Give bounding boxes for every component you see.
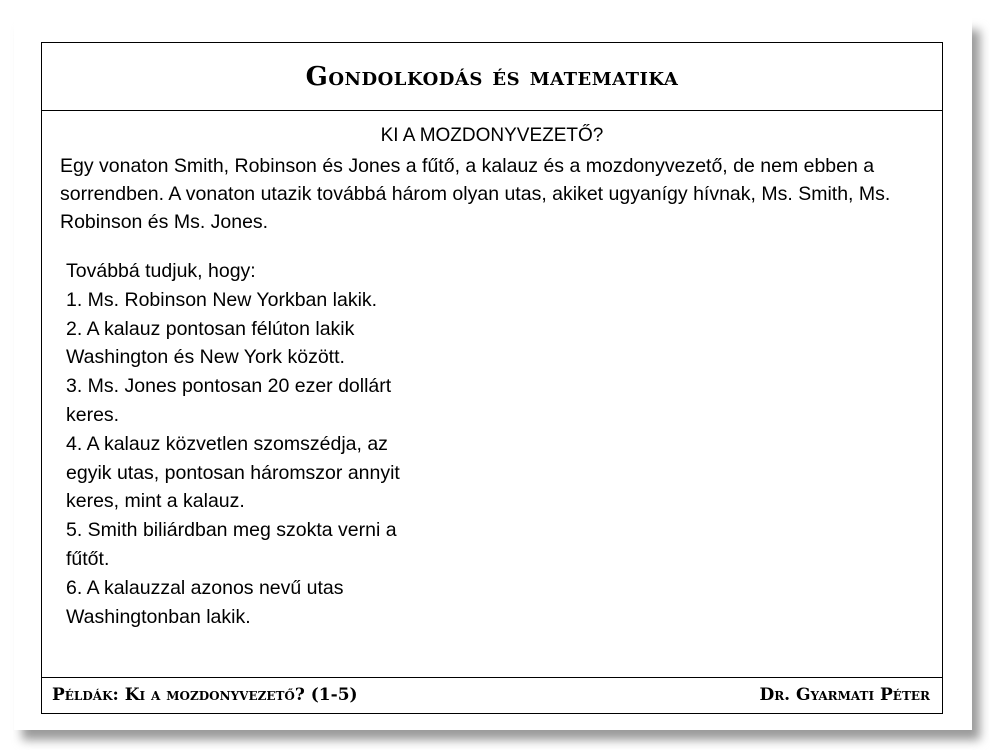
fact-line: 6. A kalauzzal azonos nevű utas: [66, 576, 344, 599]
fact-line: egyik utas, pontosan háromszor annyit: [66, 461, 400, 484]
fact-line: 5. Smith biliárdban meg szokta verni a: [66, 519, 397, 542]
slide-footer: [42, 677, 942, 713]
fact-line: Washingtonban lakik.: [66, 605, 251, 628]
puzzle-title: KI A MOZDONYVEZETŐ?: [380, 125, 604, 146]
facts-lead: Továbbá tudjuk, hogy:: [66, 260, 256, 282]
puzzle-intro: Egy vonaton Smith, Robinson és Jones a fűtő, a kalauz és a mozdonyvezető, de nem ebben a sorrendben. A vonaton utazik továbbá három olyan utas, akiket ugyanígy hívnak, Ms. Smith, Ms. Robinson és Ms. Jones.: [60, 155, 891, 233]
slide: [14, 18, 972, 730]
facts-list: [66, 257, 506, 631]
footer-slide-label: Példák: Ki a mozdonyvezető? (1-5): [52, 685, 358, 705]
fact-line: Washington és New York között.: [66, 346, 345, 369]
fact-line: 3. Ms. Jones pontosan 20 ezer dollárt: [66, 375, 392, 398]
footer-author: Dr. Gyarmati Péter: [759, 685, 930, 705]
fact-line: fűtőt.: [66, 547, 110, 570]
slide-header: [42, 43, 942, 111]
fact-line: 4. A kalauz közvetlen szomszédja, az: [66, 432, 388, 455]
slide-content: [42, 111, 942, 677]
fact-line: 2. A kalauz pontosan félúton lakik: [66, 317, 355, 340]
fact-line: keres.: [66, 403, 120, 426]
slide-frame: [41, 42, 943, 714]
fact-line: keres, mint a kalauz.: [66, 490, 245, 513]
slide-title: Gondolkodás és matematika: [305, 61, 679, 92]
fact-line: 1. Ms. Robinson New Yorkban lakik.: [66, 288, 378, 311]
